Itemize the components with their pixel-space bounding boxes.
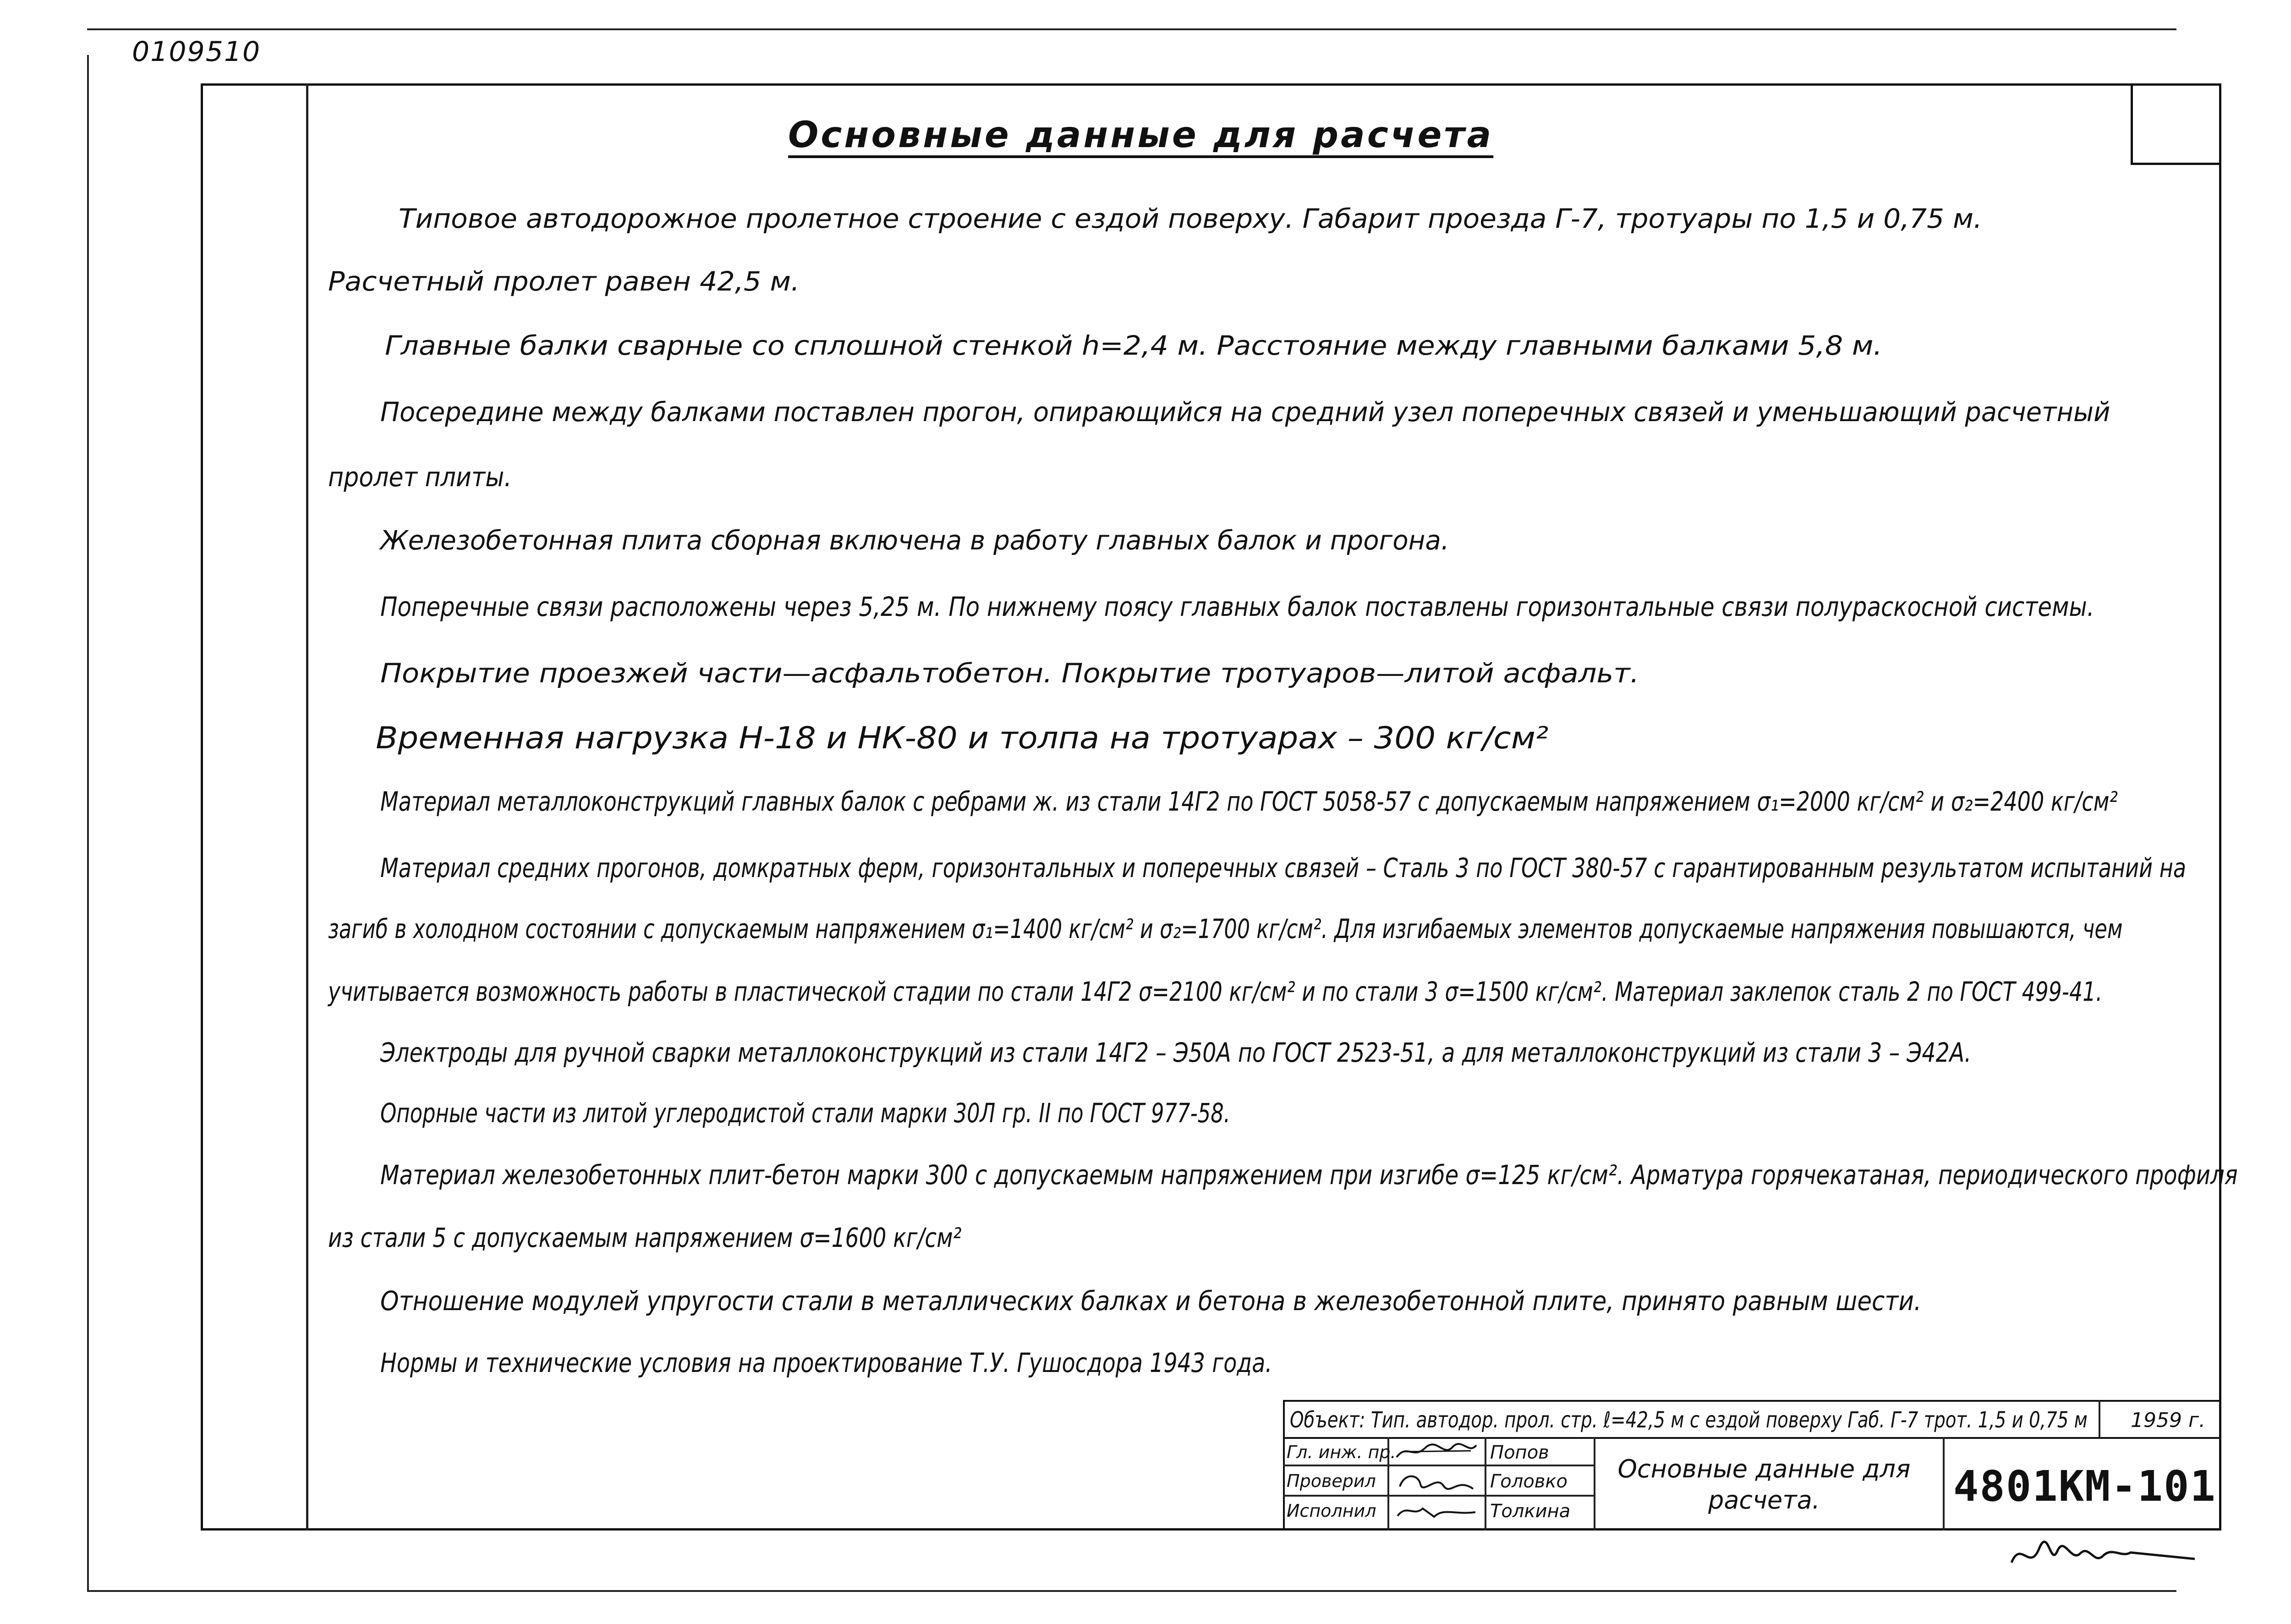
page-title: Основные данные для расчета bbox=[788, 115, 1494, 156]
stamp-row-2 bbox=[1283, 1495, 1595, 1497]
stamp-sheet-title: Основные данные для расчета. bbox=[1617, 1454, 1911, 1514]
stamp-role-chief: Гл. инж. пр. bbox=[1287, 1442, 1396, 1462]
left-edge-line bbox=[87, 55, 89, 1590]
bottom-edge-line bbox=[87, 1590, 2176, 1592]
paragraph-5: Поперечные связи расположены через 5,25 м. По нижнему поясу главных балок поставлены горизонтальные связи полураскосной системы. bbox=[380, 591, 2094, 622]
top-edge-line bbox=[87, 28, 2176, 30]
paragraph-11: Опорные части из литой углеродистой стали марки 30Л гр. II по ГОСТ 977-58. bbox=[380, 1097, 1231, 1129]
paragraph-10: Электроды для ручной сварки металлоконструкций из стали 14Г2 – Э50А по ГОСТ 2523-51, а для металлоконструкций из стали 3 – Э42А. bbox=[380, 1037, 1972, 1068]
paragraph-2: Главные балки сварные со сплошной стенкой h=2,4 м. Расстояние между главными балками 5,8 м. bbox=[385, 330, 1883, 361]
paragraph-12: Материал железобетонных плит-бетон марки 300 с допускаемым напряжением при изгибе σ=125 кг/см². Арматура горячекатаная, периодического профиля bbox=[380, 1159, 2238, 1191]
stamp-year: 1959 г. bbox=[2131, 1409, 2206, 1432]
stamp-name-tolkina: Толкина bbox=[1490, 1501, 1571, 1522]
stamp-name-popov: Попов bbox=[1490, 1442, 1549, 1463]
approval-signature bbox=[2007, 1531, 2199, 1581]
stamp-object: Объект: Тип. автодор. прол. стр. ℓ=42,5 м с ездой поверху Габ. Г-7 трот. 1,5 и 0,75 м bbox=[1290, 1407, 2088, 1433]
corner-box bbox=[2131, 83, 2221, 165]
paragraph-6: Покрытие проезжей части—асфальтобетон. Покрытие тротуаров—литой асфальт. bbox=[380, 658, 1639, 689]
paragraph-3: Посередине между балками поставлен прогон, опирающийся на средний узел поперечных связей и уменьшающий расчетный bbox=[380, 396, 2110, 428]
paragraph-9-line-2: загиб в холодном состоянии с допускаемым напряжением σ₁=1400 кг/см² и σ₂=1700 кг/см². Для изгибаемых элементов допускаемые напряжения повышаются, чем bbox=[328, 913, 2123, 944]
signature-chief bbox=[1393, 1439, 1480, 1464]
stamp-role-checked: Проверил bbox=[1287, 1471, 1376, 1491]
drawing-code: 4801КМ-101 bbox=[1953, 1462, 2216, 1511]
signature-checked bbox=[1393, 1468, 1480, 1493]
paragraph-9-line-3: учитывается возможность работы в пластической стадии по стали 14Г2 σ=2100 кг/см² и по стали 3 σ=1500 кг/см². Материал заклепок сталь 2 по ГОСТ 499-41. bbox=[328, 976, 2103, 1007]
paragraph-7: Временная нагрузка Н-18 и НК-80 и толпа на тротуарах – 300 кг/см² bbox=[376, 720, 1549, 756]
paragraph-13: Отношение модулей упругости стали в металлических балках и бетона в железобетонной плите, принято равным шести. bbox=[380, 1285, 1922, 1317]
stamp-role-executed: Исполнил bbox=[1287, 1501, 1376, 1521]
paragraph-14: Нормы и технические условия на проектирование Т.У. Гушосдора 1943 года. bbox=[380, 1347, 1272, 1378]
stamp-name-golovko: Головко bbox=[1490, 1471, 1568, 1492]
signature-executed bbox=[1393, 1498, 1480, 1524]
sheet-number: 0109510 bbox=[132, 36, 261, 68]
stamp-year-divider bbox=[2099, 1400, 2100, 1439]
paragraph-3-continued: пролет плиты. bbox=[328, 461, 512, 493]
stamp-col-3 bbox=[1594, 1437, 1595, 1531]
paragraph-8: Материал металлоконструкций главных балок с ребрами ж. из стали 14Г2 по ГОСТ 5058-57 с допускаемым напряжением σ₁=2000 кг/см² и σ₂=2400 кг/см² bbox=[380, 786, 2118, 817]
paragraph-9: Материал средних прогонов, домкратных ферм, горизонтальных и поперечных связей – Сталь 3 по ГОСТ 380-57 с гарантированным результатом испытаний на bbox=[380, 852, 2187, 883]
paragraph-1: Типовое автодорожное пролетное строение с ездой поверху. Габарит проезда Г-7, тротуары по 1,5 и 0,75 м. bbox=[399, 203, 1982, 234]
stamp-col-2 bbox=[1485, 1437, 1486, 1531]
paragraph-1-continued: Расчетный пролет равен 42,5 м. bbox=[328, 266, 800, 297]
stamp-row-1 bbox=[1283, 1465, 1595, 1466]
stamp-col-4 bbox=[1943, 1437, 1945, 1531]
binding-margin-line bbox=[306, 83, 308, 1531]
paragraph-12-continued: из стали 5 с допускаемым напряжением σ=1600 кг/см² bbox=[328, 1222, 962, 1253]
paragraph-4: Железобетонная плита сборная включена в работу главных балок и прогона. bbox=[380, 525, 1449, 556]
